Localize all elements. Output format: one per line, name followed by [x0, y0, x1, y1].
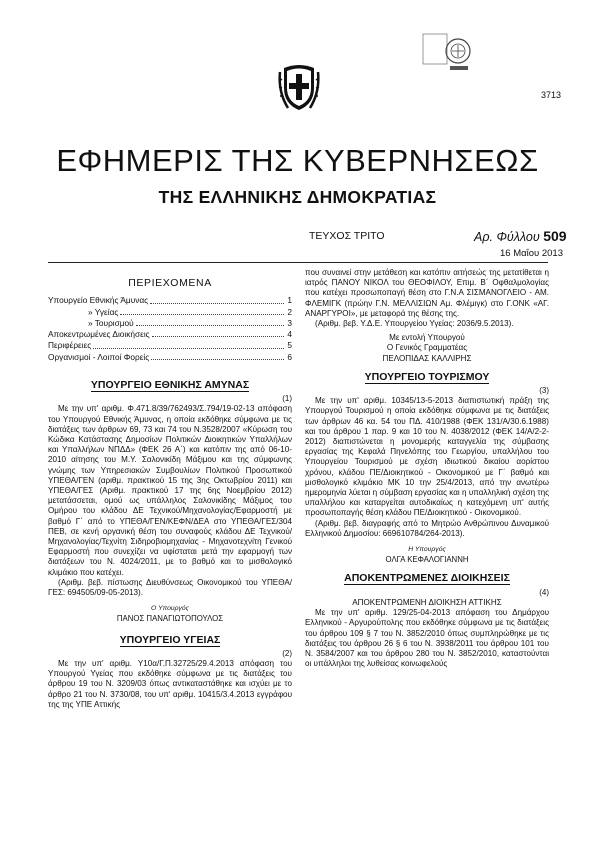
toc-item-page: 4 — [287, 329, 292, 340]
section-heading-defense — [48, 380, 292, 390]
toc-item — [48, 351, 292, 362]
toc-item-page: 3 — [287, 317, 292, 328]
section-heading-label: ΑΠΟΚΕΝΤΡΩΜΕΝΕΣ ΔΙΟΙΚΗΣΕΙΣ — [344, 572, 510, 585]
toc-item — [48, 306, 292, 317]
decision-reference: (Αριθμ. βεβ. Υ.Δ.Ε. Υπουργείου Υγείας: 2036/9.5.2013). — [315, 319, 514, 329]
toc-item-label: Υπουργείο Εθνικής Άμυνας — [48, 295, 149, 306]
signature-line: Με εντολή Υπουργού — [389, 333, 465, 343]
signature-name: ΠΑΝΟΣ ΠΑΝΑΓΙΩΤΟΠΟΥΛΟΣ — [116, 614, 224, 624]
issue-date: 16 Μαΐου 2013 — [500, 248, 563, 259]
toc-leader-dots — [151, 359, 284, 360]
section-heading-label: ΥΠΟΥΡΓΕΙΟ ΥΓΕΙΑΣ — [119, 633, 221, 646]
sheet-number: 509 — [543, 228, 567, 244]
toc-item-label: » Τουρισμού — [88, 317, 134, 328]
toc-leader-dots — [136, 325, 284, 326]
toc-item-label: » Υγείας — [88, 306, 119, 317]
toc-item-label: Περιφέρειες — [48, 340, 92, 351]
greek-coat-of-arms-icon — [278, 62, 320, 114]
toc-item-page: 5 — [287, 340, 292, 351]
decision-reference: (Αριθμ. βεβ. πίστωσης Διευθύνσεως Οικονομικού του ΥΠΕΘΑ/ΓΕΣ: 694505/09-05-2013). — [48, 577, 292, 598]
page-number: 3713 — [541, 90, 562, 100]
issue-series: ΤΕΥΧΟΣ ΤΡΙΤΟ — [309, 230, 385, 242]
sheet-label: Αρ. Φύλλου — [474, 230, 540, 244]
signature-title: Ο Γενικός Γραμματέας — [386, 343, 468, 353]
national-printing-logo — [422, 33, 474, 85]
toc-item-page: 2 — [287, 306, 292, 317]
toc-item — [48, 339, 292, 350]
continued-paragraph: που συναινεί στην μετάθεση και κατόπιν αιτήσεώς της μετατίθεται η ιατρός ΠΑΝΟΥ ΝΙΚΟΛ του ΘΕΟΦΙΛΟΥ, Επιμ. Β΄ Οφθαλμολογίας που κατέχει προσωποπαγή θέση στο Γ.Ν.Α ΣΙΣΜΑΝΟΓΛΕΙΟ - ΑΜ. ΦΛΕΜΙΓΚ (πρώην Γ.Ν. ΜΕΛΛΙΣΙΩΝ Αμ. Φλέμιγκ) στο Γ.ΟΝΚ «ΑΓ. ΑΝΑΡΓΥΡΟΙ», με μεταφορά της θέσης της. — [305, 268, 549, 318]
right-column — [305, 268, 549, 669]
toc-item-page: 6 — [287, 351, 292, 362]
section-heading-tourism — [305, 372, 549, 382]
toc-item-page: 1 — [287, 295, 292, 306]
toc-leader-dots — [93, 348, 284, 349]
printing-office-emblem-icon — [422, 33, 474, 85]
item-number: (2) — [282, 648, 292, 658]
decision-paragraph: Με την υπ' αριθμ. 129/25-04-2013 απόφαση του Δημάρχου Ελληνικού - Αργυρούπολης που εκδόθηκε σύμφωνα με τις διατάξεις του άρθρου 109 § 7 του Ν. 3852/2010 όπως συμπληρώθηκε με τις διατάξεις του άρθρου 26 § 6 του Ν. 3938/2011 του άρθρου 101 του Ν. 3584/2007 και του άρθρου 280 του Ν. 3852/2010, καταστούνται οι υπάλληλοι της λυθείσας κοινωφελούς — [305, 608, 549, 669]
signature-name: ΠΕΛΟΠΙΔΑΣ ΚΑΛΛΙΡΗΣ — [382, 353, 472, 363]
gazette-title: ΕΦΗΜΕΡΙΣ ΤΗΣ ΚΥΒΕΡΝΗΣΕΩΣ — [56, 143, 539, 178]
sheet-number-block — [474, 228, 567, 244]
item-number: (4) — [539, 587, 549, 597]
toc-item — [48, 317, 292, 328]
toc-item-label: Οργανισμοί - Λοιποί Φορείς — [48, 351, 150, 362]
toc-item — [48, 294, 292, 305]
decision-paragraph: Με την υπ' αριθμ. 10345/13-5-2013 διαπιστωτική πράξη της Υπουργού Τουρισμού η οποία εκδόθηκε σύμφωνα με τις διατάξεις των άρθρων 46 κα. 54 του ΠΔ. 410/1988 (ΦΕΚ 131/Α/30.6.1988) και του άρθρου 1 παρ. 9 και 10 του Ν. 4038/2012 (ΦΕΚ 14/Α/2-2-2012) διαπιστώνεται η μονομερής καταγγελία της σύμβασης εργασίας της Κεφαλά Πηνελόπης του Γεωργίου, υπαλλήλου του Υπουργείου Τουρισμού με σχέση ιδιωτικού δικαίου αορίστου χρόνου, κλάδου ΠΕ/Διοικητικού - Οικονομικού με Γ΄ βαθμό και μισθολογικό κλιμάκιο ΜΚ 10 την 25/4/2013, από την ανωτέρω ημερομηνία λύεται η σύμβαση εργασίας και η υπαλληλική σχέση της υπαλλήλου και καταργείται αυτοδικαίως η κατεχόμενη υπ' αυτής προσωποπαγής θέση κλάδου ΠΕ/Διοικητικού - Οικονομικού. — [305, 396, 549, 518]
toc-leader-dots — [120, 314, 284, 315]
decision-reference: (Αριθμ. βεβ. διαγραφής από το Μητρώο Ανθρώπινου Δυναμικού Ελληνικού Δημοσίου: 669610784/264-2013). — [305, 518, 549, 538]
header-rule — [48, 262, 548, 263]
table-of-contents — [48, 294, 292, 362]
section-heading-health — [48, 635, 292, 645]
toc-heading: ΠΕΡΙΕΧΟΜΕΝΑ — [128, 277, 212, 289]
toc-item — [48, 328, 292, 339]
toc-leader-dots — [150, 303, 284, 304]
decision-paragraph: Με την υπ' αριθμ. Υ10α/Γ.Π.32725/29.4.2013 απόφαση του Υπουργού Υγείας που εκδόθηκε σύμφωνα με τις διατάξεις του άρθρου 19 του Ν. 3209/03 όπως αντικαταστάθηκε και ισχύει με το άρθρο 21 του Ν. 3730/08, του υπ' αριθμ. 10415/3.4.2013 εγγράφου της της ΥΠΕ Αττικής — [48, 659, 292, 709]
toc-item-label: Αποκεντρωμένες Διοικήσεις — [48, 329, 150, 340]
signature-role: Ο Υπουργός — [151, 605, 189, 613]
section-heading-label: ΥΠΟΥΡΓΕΙΟ ΕΘΝΙΚΗΣ ΑΜΥΝΑΣ — [90, 378, 250, 391]
decision-paragraph: Με την υπ' αριθμ. Φ.471.8/39/762493/Σ.794/19-02-13 απόφαση του Υπουργού Εθνικής Άμυνας, η οποία εκδόθηκε σύμφωνα με τις διατάξεις των άρθρων 69, 73 και 74 του Ν.3528/2007 «Κύρωση του Κώδικα Κατάστασης Δημοσίων Πολιτικών Διοικητικών Υπαλλήλων και Υπαλλήλων ΝΠΔΔ» (ΦΕΚ 26 Α΄) και κατόπιν της από 06-10-2010 αίτησης του Μ.Υ. Σαλονικίδη Μάξιμου και της σύμφωνης γνώμης των Υπηρεσιακών Συμβουλίων Πολιτικού Προσωπικού ΥΠΕΘΑ/ΓΕΝ (αριθμ. πρακτικού 15 της 3ης Οκτωβρίου 2011) και ΥΠΕΘΑ/ΓΕΣ (Αριθμ. πρακτικού 17 της 6ης Νοεμβρίου 2012) μετατάσσεται, ομού ως υπάλληλος Σαλονικίδης Μάξιμος του Ομήρου του κλάδου ΔΕ Τεχνικού/Μηχανολογίας/Εφαρμοστή με βαθμό Γ΄ από το ΥΠΕΘΑ/ΓΕΝ/ΚΕΦΝ/ΔΕΑ στο ΥΠΕΘΑ/ΓΕΣ/304 ΠΕΒ, σε κενή οργανική θέση του συναφούς κλάδου ΔΕ Τεχνικού/Μηχανολογίας/Τεχνίτη Σιδηροβιομηχανίας - Μηχανοτεχνίτη Γενικού Εφαρμοστή που συνεχίζει να υφίσταται μετά την εφαρμογή των διατάξεων του Ν. 4024/2011, με το βαθμό και το μισθολογικό κλιμάκιο που κατέχει. — [48, 404, 292, 577]
signature-name: ΟΛΓΑ ΚΕΦΑΛΟΓΙΑΝΝΗ — [385, 555, 469, 565]
section-heading-decentralized — [305, 573, 549, 583]
item-number: (3) — [539, 386, 549, 396]
item-number: (1) — [282, 394, 292, 404]
section-heading-label: ΥΠΟΥΡΓΕΙΟ ΤΟΥΡΙΣΜΟΥ — [364, 370, 490, 383]
left-column — [48, 268, 292, 710]
subsection-heading: ΑΠΟΚΕΝΤΡΩΜΕΝΗ ΔΙΟΙΚΗΣΗ ΑΤΤΙΚΗΣ — [352, 597, 502, 607]
gazette-subtitle: ΤΗΣ ΕΛΛΗΝΙΚΗΣ ΔΗΜΟΚΡΑΤΙΑΣ — [158, 187, 437, 207]
toc-leader-dots — [152, 336, 284, 337]
signature-role: Η Υπουργός — [408, 546, 446, 554]
